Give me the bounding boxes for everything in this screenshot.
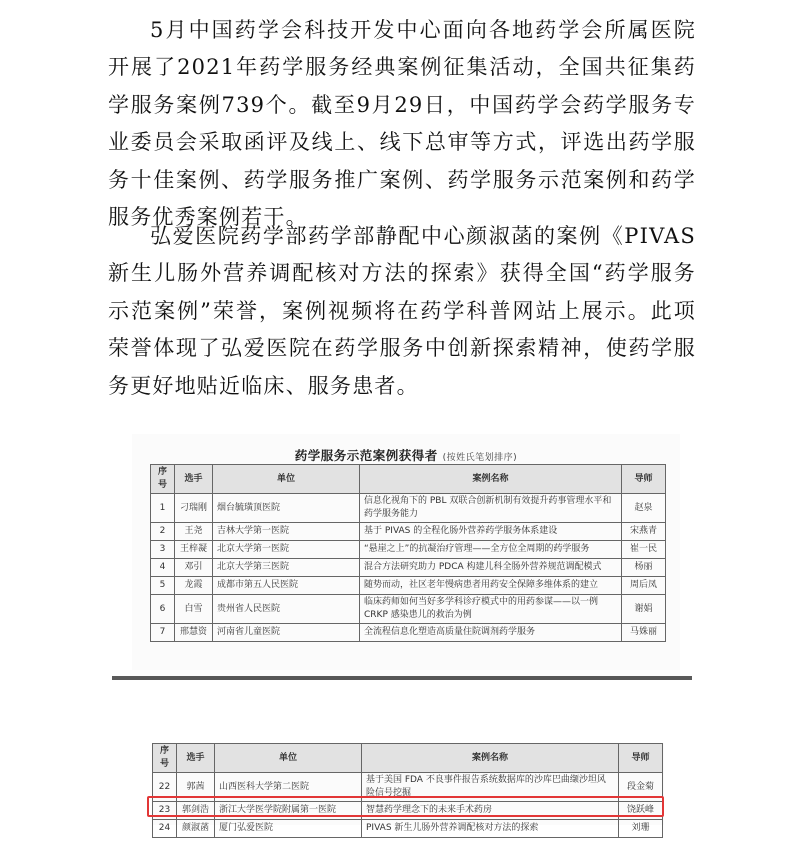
cell-index: 23 [153,802,177,820]
header-mentor: 导师 [622,465,666,494]
cell-contestant: 邢慧资 [175,624,213,642]
cell-unit: 吉林大学第一医院 [213,523,360,541]
cell-unit: 山西医科大学第二医院 [215,773,362,802]
cell-mentor: 杨丽 [622,559,666,577]
cell-index: 7 [151,624,175,642]
table-row [151,494,666,523]
cell-contestant: 王尧 [175,523,213,541]
header-index: 序号 [153,744,177,773]
cell-unit: 河南省儿童医院 [213,624,360,642]
paragraph-event-intro: 5月中国药学会科技开发中心面向各地药学会所属医院开展了2021年药学服务经典案例征集活动，全国共征集药学服务案例739个。截至9月29日，中国药学会药学服务专业委员会采取函评及线上、线下总审等方式，评选出药学服务十佳案例、药学服务推广案例、药学服务示范案例和药学服务优秀案例若干。 [108,18,696,230]
table-row [151,595,666,624]
table-header-row [153,744,663,773]
cell-index: 24 [153,820,177,838]
award-table-title [132,446,680,464]
cell-contestant: 郭茜 [177,773,215,802]
cell-case-name: 临床药师如何当好多学科诊疗模式中的用药参谋——以一例 CRKP 感染患儿的救治为例 [360,595,622,624]
cell-mentor: 崔一民 [622,541,666,559]
table-row [151,559,666,577]
header-unit: 单位 [215,744,362,773]
paragraph-award-description: 弘爱医院药学部药学部静配中心颜淑菡的案例《PIVAS新生儿肠外营养调配核对方法的探索》获得全国“药学服务示范案例”荣誉，案例视频将在药学科普网站上展示。此项荣誉体现了弘爱医院在药学服务中创新探索精神，使药学服务更好地贴近临床、服务患者。 [108,224,696,398]
cell-mentor: 刘珊 [619,820,663,838]
cell-case-name: 智慧药学理念下的未来手术药房 [362,802,619,820]
table-row [151,523,666,541]
cell-mentor: 饶跃峰 [619,802,663,820]
cell-case-name: 混合方法研究助力 PDCA 构建儿科全肠外营养规范调配模式 [360,559,622,577]
table-row [151,577,666,595]
cell-contestant: 郭剑浩 [177,802,215,820]
award-table-image-top [132,434,680,670]
cell-index: 2 [151,523,175,541]
cell-contestant: 白雪 [175,595,213,624]
header-contestant: 选手 [175,465,213,494]
cell-case-name: “悬崖之上”的抗凝治疗管理——全方位全周期的药学服务 [360,541,622,559]
cell-mentor: 谢娟 [622,595,666,624]
cell-contestant: 王梓凝 [175,541,213,559]
header-mentor: 导师 [619,744,663,773]
cell-unit: 北京大学第三医院 [213,559,360,577]
header-case-name: 案例名称 [362,744,619,773]
cell-contestant: 龙霞 [175,577,213,595]
header-case-name: 案例名称 [360,465,622,494]
header-unit: 单位 [213,465,360,494]
cell-index: 4 [151,559,175,577]
cell-unit: 厦门弘爱医院 [215,820,362,838]
cell-unit: 贵州省人民医院 [213,595,360,624]
cell-mentor: 段金菊 [619,773,663,802]
cell-case-name: PIVAS 新生儿肠外营养调配核对方法的探索 [362,820,619,838]
award-table-continued [152,743,663,838]
cell-case-name: 基于 PIVAS 的全程化肠外营养药学服务体系建设 [360,523,622,541]
table-row [153,820,663,838]
table-header-row [151,465,666,494]
cell-unit: 成都市第五人民医院 [213,577,360,595]
table-row [151,541,666,559]
cell-mentor: 宋燕青 [622,523,666,541]
cell-unit: 北京大学第一医院 [213,541,360,559]
cell-case-name: 随势而动，社区老年慢病患者用药安全保障多维体系的建立 [360,577,622,595]
cell-contestant: 邓引 [175,559,213,577]
cell-mentor: 赵泉 [622,494,666,523]
divider-bar [112,676,692,680]
table-row [151,624,666,642]
highlight-box [147,796,664,817]
cell-contestant: 颜淑菡 [177,820,215,838]
cell-index: 5 [151,577,175,595]
cell-index: 22 [153,773,177,802]
cell-index: 6 [151,595,175,624]
cell-case-name: 全流程信息化塑造高质量住院调剂药学服务 [360,624,622,642]
header-index: 序号 [151,465,175,494]
cell-unit: 浙江大学医学院附属第一医院 [215,802,362,820]
cell-contestant: 刁瑞刚 [175,494,213,523]
cell-case-name: 信息化视角下的 PBL 双联合创新机制有效提升药事管理水平和药学服务能力 [360,494,622,523]
cell-index: 3 [151,541,175,559]
header-contestant: 选手 [177,744,215,773]
award-table-title-text: 药学服务示范案例获得者 [294,448,438,463]
cell-case-name: 基于美国 FDA 不良事件报告系统数据库的沙库巴曲缬沙坦风险信号挖掘 [362,773,619,802]
cell-unit: 烟台毓璜顶医院 [213,494,360,523]
cell-index: 1 [151,494,175,523]
award-table-title-note: (按姓氏笔划排序) [442,453,518,463]
award-table [150,464,666,642]
cell-mentor: 马姝丽 [622,624,666,642]
cell-mentor: 周后凤 [622,577,666,595]
